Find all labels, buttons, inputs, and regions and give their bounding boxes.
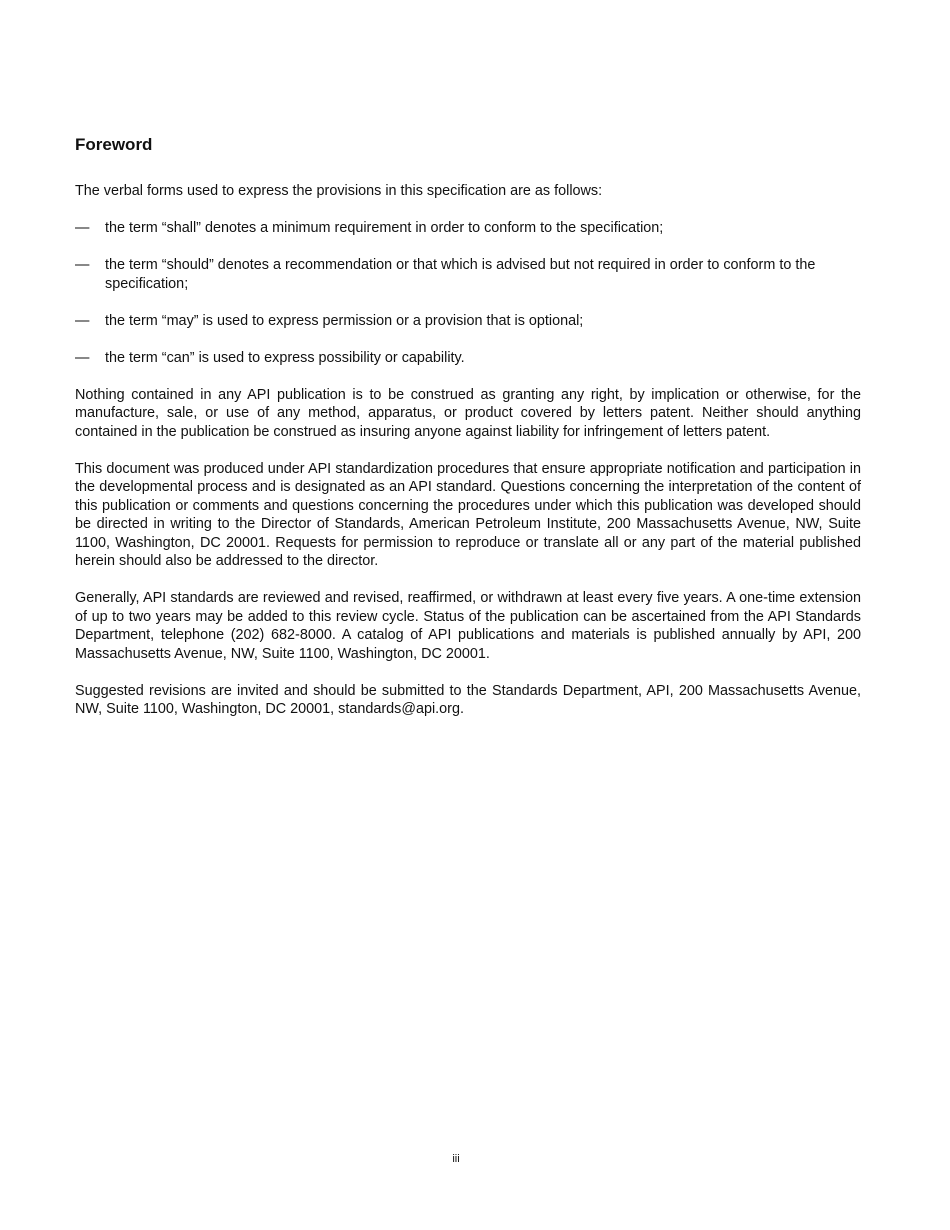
list-item-should: [75, 256, 861, 293]
list-item-can: [75, 349, 861, 368]
document-page: [75, 0, 861, 1230]
list-item-text: the term “can” is used to express possibility or capability.: [105, 349, 465, 366]
list-item-text: the term “shall” denotes a minimum requirement in order to conform to the specification;: [105, 220, 664, 236]
procedures-paragraph: This document was produced under API standardization procedures that ensure appropriate notification and participation in the developmental process and is designated as an API standard. Questions concerning the interpretation of the content of this publication or comments and questions concerning the procedures under which this publication was developed should be directed in writing to the Director of Standards, American Petroleum Institute, 200 Massachusetts Avenue, NW, Suite 1100, Washington, DC 20001. Requests for permission to reproduce or translate all or any part of the material published herein should also be addressed to the director.: [75, 460, 861, 569]
list-item-may: [75, 312, 861, 331]
list-item-text: the term “may” is used to express permission or a provision that is optional;: [105, 312, 584, 329]
intro-paragraph: The verbal forms used to express the provisions in this specification are as follows:: [75, 183, 603, 199]
verbal-forms-list: [75, 219, 861, 367]
list-item-text: the term “should” denotes a recommendation or that which is advised but not required in order to conform to the specification;: [105, 257, 816, 292]
page-title: Foreword: [75, 135, 153, 154]
list-item-shall: [75, 219, 861, 238]
bullet-dash: —: [75, 220, 90, 236]
bullet-dash: —: [75, 312, 90, 329]
bullet-dash: —: [75, 257, 90, 273]
foreword-body: [75, 182, 861, 737]
patent-paragraph: Nothing contained in any API publication is to be construed as granting any right, by implication or otherwise, for the manufacture, sale, or use of any method, apparatus, or product covered by letters patent. Neither should anything contained in the publication be construed as insuring anyone against liability for infringement of letters patent.: [75, 386, 861, 440]
page-number: iii: [452, 1153, 460, 1165]
review-cycle-paragraph: Generally, API standards are reviewed and revised, reaffirmed, or withdrawn at least every five years. A one-time extension of up to two years may be added to this review cycle. Status of the publication can be ascertained from the API Standards Department, telephone (202) 682-8000. A catalog of API publications and materials is published annually by API, 200 Massachusetts Avenue, NW, Suite 1100, Washington, DC 20001.: [75, 590, 861, 662]
bullet-dash: —: [75, 349, 90, 366]
revisions-paragraph: Suggested revisions are invited and should be submitted to the Standards Department, API, 200 Massachusetts Avenue, NW, Suite 1100, Washington, DC 20001, standards@api.org.: [75, 682, 861, 717]
